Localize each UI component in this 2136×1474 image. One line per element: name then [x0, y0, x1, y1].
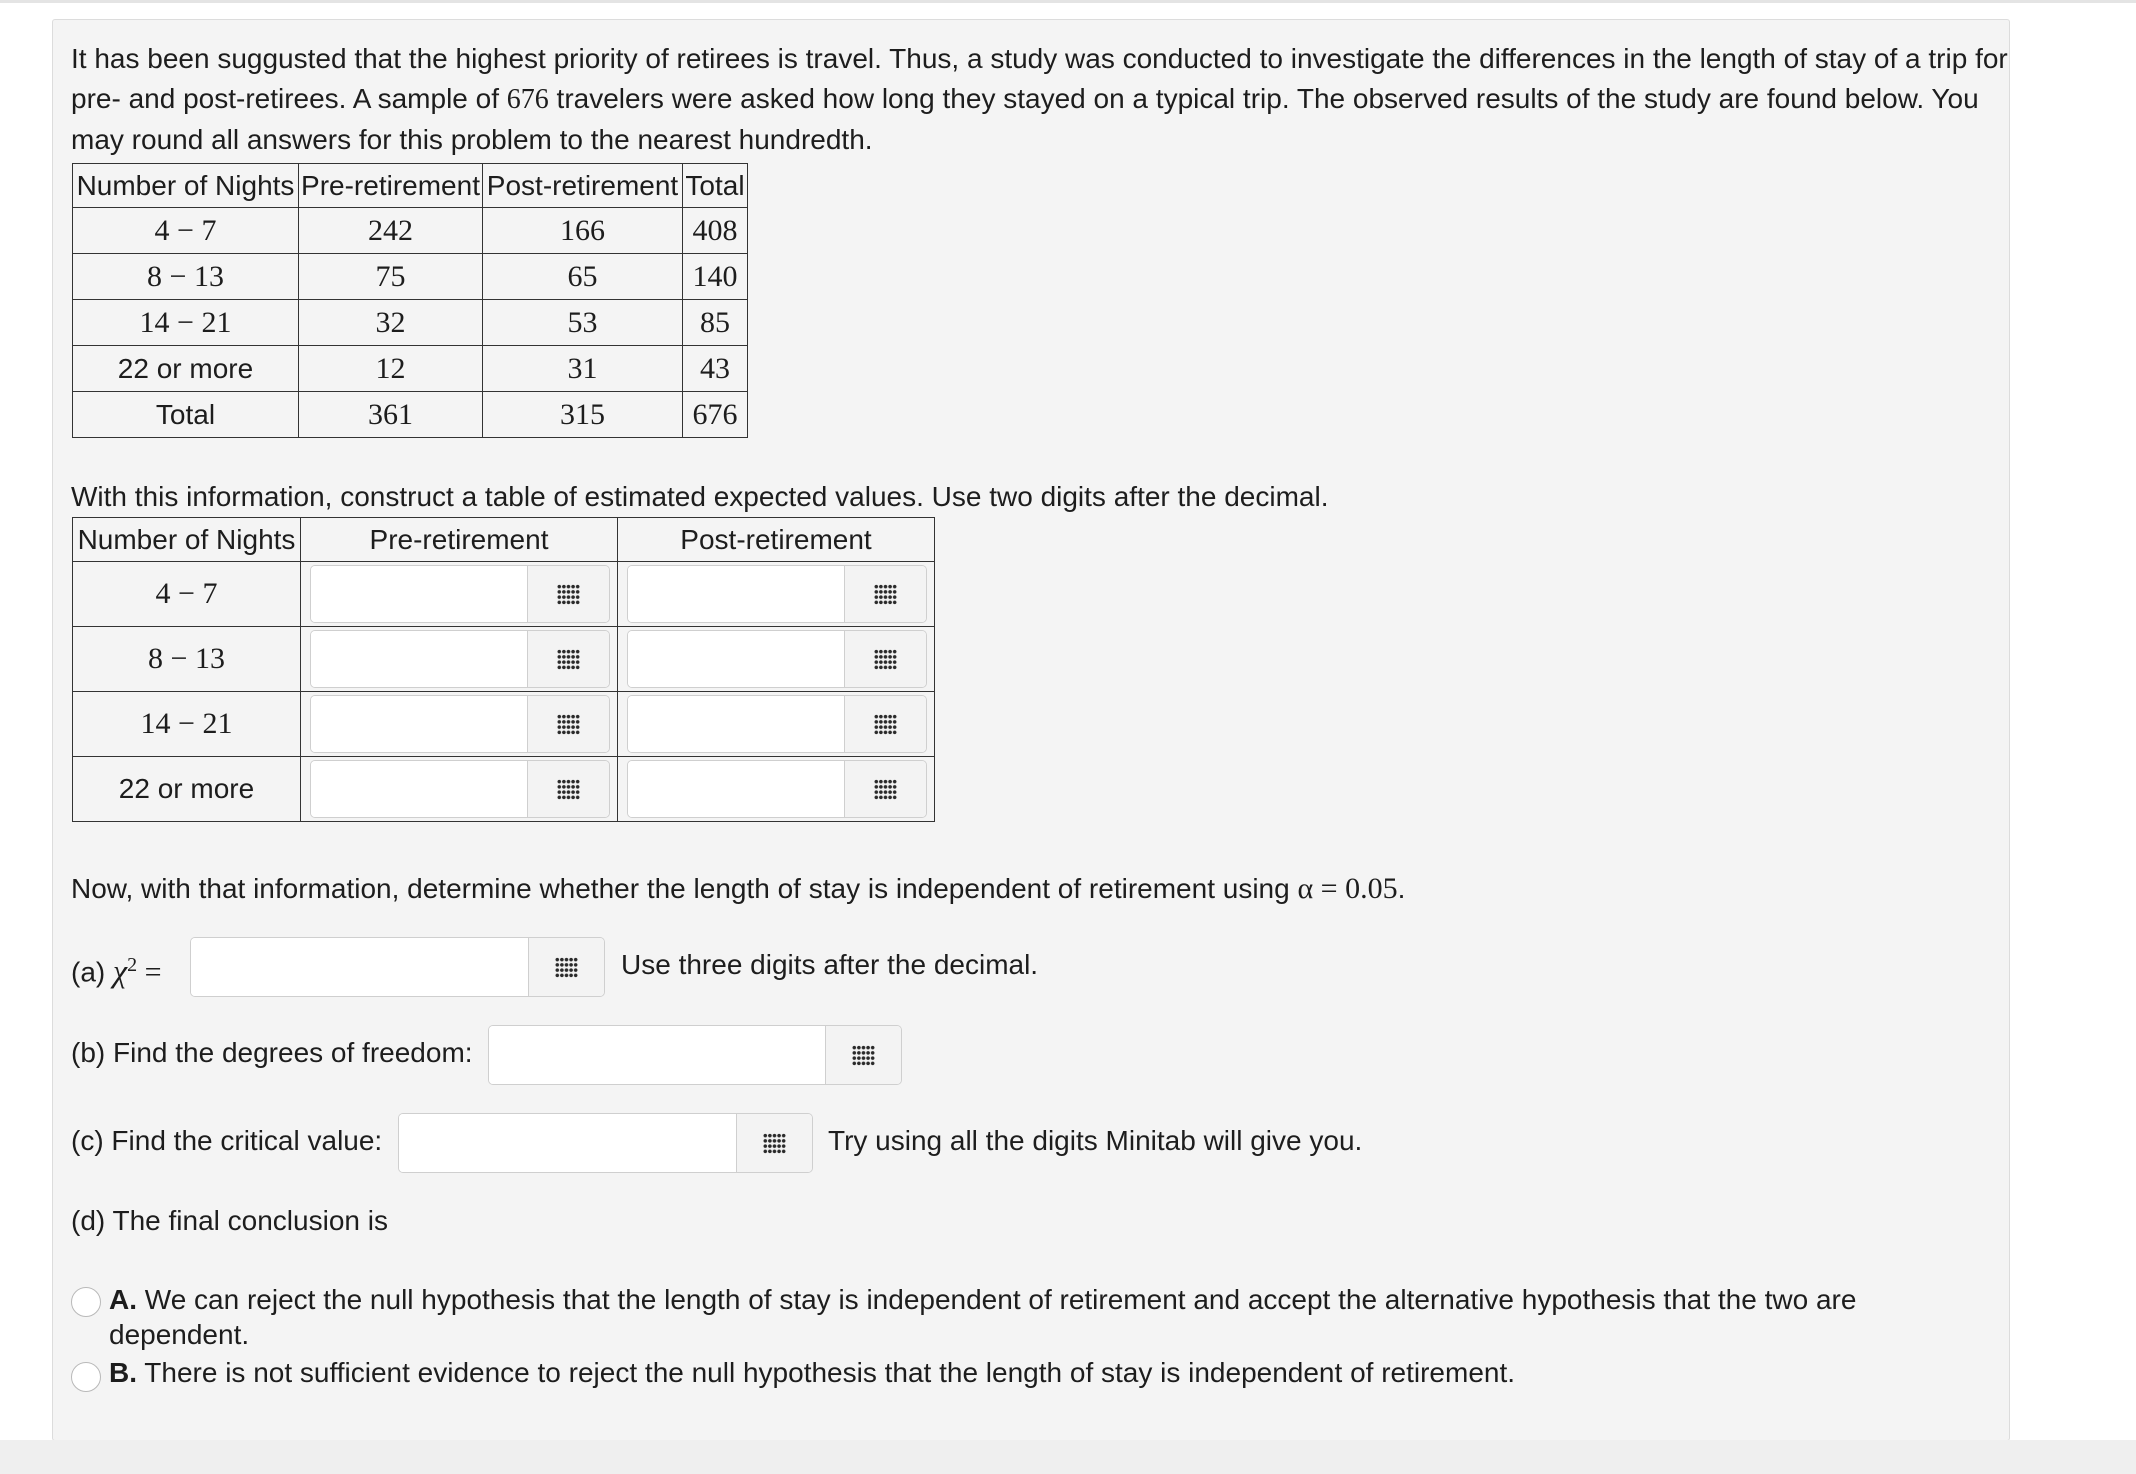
- cell-value: 676: [683, 392, 748, 438]
- part-a-label: [71, 947, 162, 990]
- row-label: 4 − 7: [73, 562, 301, 627]
- row-label: 4 − 7: [73, 208, 299, 254]
- cell-value: 85: [683, 300, 748, 346]
- expected-input-group: [627, 630, 927, 688]
- option-a-body: We can reject the null hypothesis that the length of stay is independent of retirement and accept the alternative hypothesis that the two are: [137, 1284, 1857, 1315]
- cell-value: 65: [483, 254, 683, 300]
- keypad-button[interactable]: [844, 761, 926, 817]
- keypad-button[interactable]: [844, 696, 926, 752]
- row-label: 22 or more: [73, 757, 301, 822]
- expected-post-input-3[interactable]: [628, 696, 844, 752]
- table-row: [73, 692, 935, 757]
- option-a-letter: A.: [109, 1284, 137, 1315]
- keypad-grid-icon: [852, 1045, 875, 1066]
- equals-sign: =: [137, 955, 162, 989]
- keypad-grid-icon: [763, 1133, 786, 1154]
- header-pre-retirement: Pre-retirement: [299, 164, 483, 208]
- header-number-of-nights: Number of Nights: [73, 518, 301, 562]
- option-a-text[interactable]: [109, 1282, 1959, 1352]
- table-row: [73, 346, 748, 392]
- header-post-retirement: Post-retirement: [483, 164, 683, 208]
- expected-cell: [618, 757, 935, 822]
- sample-size: 676: [506, 84, 549, 115]
- keypad-button[interactable]: [528, 938, 604, 996]
- expected-input-group: [310, 760, 610, 818]
- expected-input-group: [627, 695, 927, 753]
- keypad-grid-icon: [874, 584, 897, 605]
- cell-value: 166: [483, 208, 683, 254]
- part-b-label: (b) Find the degrees of freedom:: [71, 1037, 473, 1068]
- part-c-hint: Try using all the digits Minitab will give you.: [828, 1125, 1363, 1156]
- table-row-total: [73, 392, 748, 438]
- cell-value: 32: [299, 300, 483, 346]
- keypad-button[interactable]: [527, 566, 609, 622]
- option-b-body: There is not sufficient evidence to reject the null hypothesis that the length of stay is independent of retirement.: [137, 1357, 1516, 1388]
- keypad-button[interactable]: [736, 1114, 812, 1172]
- keypad-grid-icon: [557, 649, 580, 670]
- expected-cell: [301, 627, 618, 692]
- row-label: Total: [73, 392, 299, 438]
- observed-table: [72, 163, 748, 438]
- header-pre-retirement: Pre-retirement: [301, 518, 618, 562]
- cell-value: 53: [483, 300, 683, 346]
- table-row: [73, 254, 748, 300]
- row-label: 14 − 21: [73, 692, 301, 757]
- cell-value: 140: [683, 254, 748, 300]
- row-label: 14 − 21: [73, 300, 299, 346]
- cell-value: 12: [299, 346, 483, 392]
- cell-value: 31: [483, 346, 683, 392]
- chi-square-input[interactable]: [191, 938, 528, 996]
- keypad-grid-icon: [874, 714, 897, 735]
- cell-value: 408: [683, 208, 748, 254]
- expected-pre-input-4[interactable]: [311, 761, 527, 817]
- table-row: [73, 300, 748, 346]
- keypad-grid-icon: [555, 957, 578, 978]
- table-row: [73, 562, 935, 627]
- cell-value: 43: [683, 346, 748, 392]
- expected-pre-input-2[interactable]: [311, 631, 527, 687]
- critical-value-input-group: [398, 1113, 813, 1173]
- table-row: [73, 208, 748, 254]
- expected-cell: [618, 627, 935, 692]
- chi-exponent: 2: [127, 954, 138, 976]
- keypad-button[interactable]: [527, 761, 609, 817]
- expected-prompt: With this information, construct a table of estimated expected values. Use two digits after the decimal.: [71, 481, 1329, 512]
- expected-input-group: [310, 630, 610, 688]
- keypad-grid-icon: [557, 714, 580, 735]
- table-row: [73, 627, 935, 692]
- independence-end: .: [1397, 873, 1406, 904]
- expected-input-group: [310, 565, 610, 623]
- expected-post-input-2[interactable]: [628, 631, 844, 687]
- alpha-value: α = 0.05: [1297, 872, 1398, 905]
- degrees-freedom-input-group: [488, 1025, 902, 1085]
- expected-cell: [301, 757, 618, 822]
- intro-text-2: travelers were asked how long they stayed on a typical trip. The observed results of the study are found below. You may round all answers for this problem to the nearest hundredth.: [71, 83, 1979, 155]
- option-a-body-cont: dependent.: [109, 1319, 250, 1350]
- header-post-retirement: Post-retirement: [618, 518, 935, 562]
- expected-cell: [301, 562, 618, 627]
- expected-cell: [301, 692, 618, 757]
- cell-value: 75: [299, 254, 483, 300]
- expected-pre-input-1[interactable]: [311, 566, 527, 622]
- intro-text-1: It has been suggusted that the highest priority of retirees is travel. Thus, a study was conducted to investigate the differences in the length of stay of a trip for pre- and post-retirees. A sample of: [71, 43, 2008, 114]
- table-row: [73, 757, 935, 822]
- keypad-grid-icon: [874, 649, 897, 670]
- option-b-letter: B.: [109, 1357, 137, 1388]
- degrees-freedom-input[interactable]: [489, 1026, 825, 1084]
- header-total: Total: [683, 164, 748, 208]
- option-b-text[interactable]: [109, 1355, 1515, 1391]
- keypad-grid-icon: [874, 779, 897, 800]
- row-label: 22 or more: [73, 346, 299, 392]
- expected-table: [72, 517, 935, 822]
- expected-input-group: [627, 760, 927, 818]
- cell-value: 242: [299, 208, 483, 254]
- bottom-bar: [0, 1440, 2136, 1474]
- cell-value: 361: [299, 392, 483, 438]
- independence-text: Now, with that information, determine whether the length of stay is independent of retirement using: [71, 873, 1298, 904]
- row-label: 8 − 13: [73, 254, 299, 300]
- keypad-button[interactable]: [844, 631, 926, 687]
- keypad-button[interactable]: [527, 696, 609, 752]
- expected-cell: [618, 562, 935, 627]
- expected-input-group: [310, 695, 610, 753]
- part-d-label: (d) The final conclusion is: [71, 1205, 388, 1236]
- keypad-grid-icon: [557, 584, 580, 605]
- part-c-label: (c) Find the critical value:: [71, 1125, 383, 1156]
- keypad-button[interactable]: [825, 1026, 901, 1084]
- top-divider: [0, 0, 2136, 3]
- keypad-button[interactable]: [844, 566, 926, 622]
- header-number-of-nights: Number of Nights: [73, 164, 299, 208]
- part-a-hint: Use three digits after the decimal.: [621, 949, 1039, 980]
- keypad-button[interactable]: [527, 631, 609, 687]
- cell-value: 315: [483, 392, 683, 438]
- critical-value-input[interactable]: [399, 1114, 736, 1172]
- row-label: 8 − 13: [73, 627, 301, 692]
- independence-prompt: [71, 871, 1405, 907]
- part-a-prefix: (a): [71, 956, 113, 988]
- option-b-radio[interactable]: [71, 1362, 101, 1392]
- option-a-radio[interactable]: [71, 1287, 101, 1317]
- expected-input-group: [627, 565, 927, 623]
- expected-post-input-1[interactable]: [628, 566, 844, 622]
- expected-header-row: [73, 518, 935, 562]
- chi-square-input-group: [190, 937, 605, 997]
- problem-statement: [71, 39, 2011, 160]
- chi-symbol: χ: [113, 952, 128, 989]
- expected-post-input-4[interactable]: [628, 761, 844, 817]
- observed-header-row: [73, 164, 748, 208]
- expected-pre-input-3[interactable]: [311, 696, 527, 752]
- keypad-grid-icon: [557, 779, 580, 800]
- expected-cell: [618, 692, 935, 757]
